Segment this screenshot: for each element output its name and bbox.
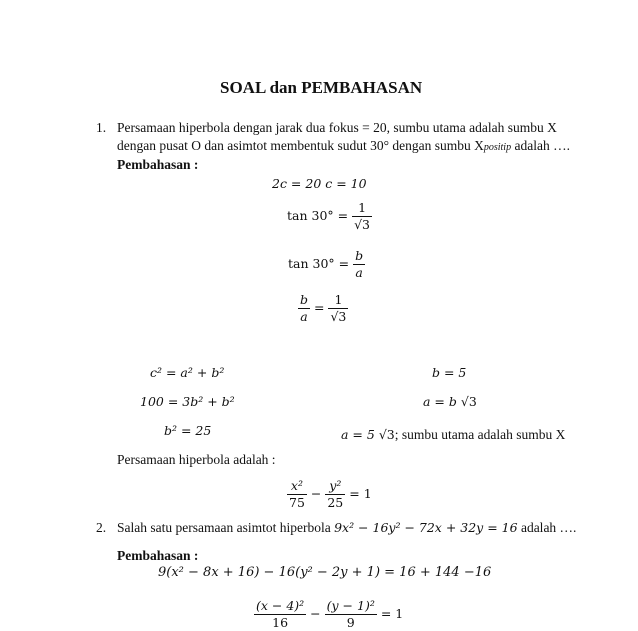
b-value-equation: b = 5 [432, 365, 467, 380]
denominator-16: 16 [272, 615, 289, 630]
tan-equation-2 [288, 248, 365, 281]
fraction-x-over-16 [254, 598, 306, 631]
fraction-one-over-sqrt3 [352, 200, 372, 233]
hyperbola-equation-1: $\frac{\text{x²}}{75}$ − $\frac{\text{y²}}{25}$ = 1 [289, 478, 372, 510]
fraction-b-over-a [353, 248, 365, 281]
sumbu-text: ; sumbu utama adalah sumbu X [394, 427, 566, 442]
a-b-equation [423, 394, 477, 409]
denominator-a: a [355, 265, 363, 280]
denominator-sqrt3: √3 [354, 217, 371, 232]
c-squared-equation: c² = a² + b² [150, 365, 225, 380]
denominator-sqrt3-rhs: √3 [330, 309, 347, 324]
problem-2-equation: 9x² − 16y² − 72x + 32y = 16 [334, 520, 518, 535]
tan-equation-1 [287, 200, 372, 233]
fraction-x2-over-75 [287, 478, 307, 511]
focus-equation: 2c = 20 c = 10 [272, 176, 367, 191]
tan-lhs-1: tan 30° = [287, 208, 349, 223]
sqrt3-symbol-2: √3 [378, 427, 395, 442]
problem-1-line-2-text: dengan pusat O dan asimtot membentuk sudut 30° dengan sumbu X [117, 138, 484, 153]
a-b-text: a = b [423, 394, 461, 409]
numerator-b-lhs: b [300, 292, 309, 307]
fraction-b-over-a-lhs [298, 292, 310, 325]
numerator-one: 1 [328, 292, 348, 309]
denominator-a-lhs: a [300, 309, 308, 324]
problem-2-statement [117, 520, 576, 536]
tan-lhs-2: tan 30° = [288, 256, 350, 271]
page-title: SOAL dan PEMBAHASAN [220, 78, 423, 97]
problem-2-number: 2. [96, 520, 107, 535]
problem-2-text: Salah satu persamaan asimtot hiperbola [117, 520, 335, 535]
positip-subscript: positip [483, 142, 512, 153]
equals-one-2: = 1 [380, 606, 404, 621]
fraction-one-over-sqrt3-rhs [328, 292, 348, 325]
denominator-25: 25 [327, 495, 344, 510]
a-value-equation [341, 427, 565, 443]
numerator-x-minus-4: (x − 4)² [256, 598, 305, 613]
fraction-y2-over-25 [325, 478, 345, 511]
b-squared-equation: b² = 25 [164, 423, 212, 438]
denominator-9: 9 [346, 615, 355, 630]
problem-1-line-2-end: adalah …. [511, 138, 570, 153]
a-value-text: a = 5 [341, 427, 379, 442]
numerator-x2: x² [287, 478, 307, 495]
persamaan-label: Persamaan hiperbola adalah : [117, 452, 276, 467]
numerator-y2: y² [325, 478, 345, 495]
expanded-equation: 9(x² − 8x + 16) − 16(y² − 2y + 1) = 16 + 144 −16 [158, 565, 492, 580]
hyperbola-equation-2: $\frac{\text{(x − 4)²}}{16}$ − $\frac{\text{(y − 1)²}}{9}$ = 1 [256, 598, 404, 630]
pembahasan-heading-1: Pembahasan : [117, 157, 199, 172]
sqrt3-symbol: √3 [460, 394, 477, 409]
problem-1-number: 1. [96, 120, 107, 135]
equals-one-1: = 1 [349, 486, 372, 501]
ratio-equation: $\frac{b}{a}$ = $\frac{1}{√3}$ [300, 292, 347, 324]
numerator-b: b [355, 248, 364, 263]
pembahasan-heading-2: Pembahasan : [117, 548, 199, 563]
problem-2-end: adalah …. [517, 520, 577, 535]
denominator-75: 75 [289, 495, 305, 510]
hundred-equation: 100 = 3b² + b² [140, 394, 235, 409]
numerator: 1 [352, 200, 372, 217]
numerator-y-minus-1: (y − 1)² [326, 598, 375, 613]
problem-1-line-1: Persamaan hiperbola dengan jarak dua fokus = 20, sumbu utama adalah sumbu X [117, 120, 557, 135]
fraction-y-over-9 [325, 598, 377, 631]
problem-1-line-2 [117, 138, 570, 154]
